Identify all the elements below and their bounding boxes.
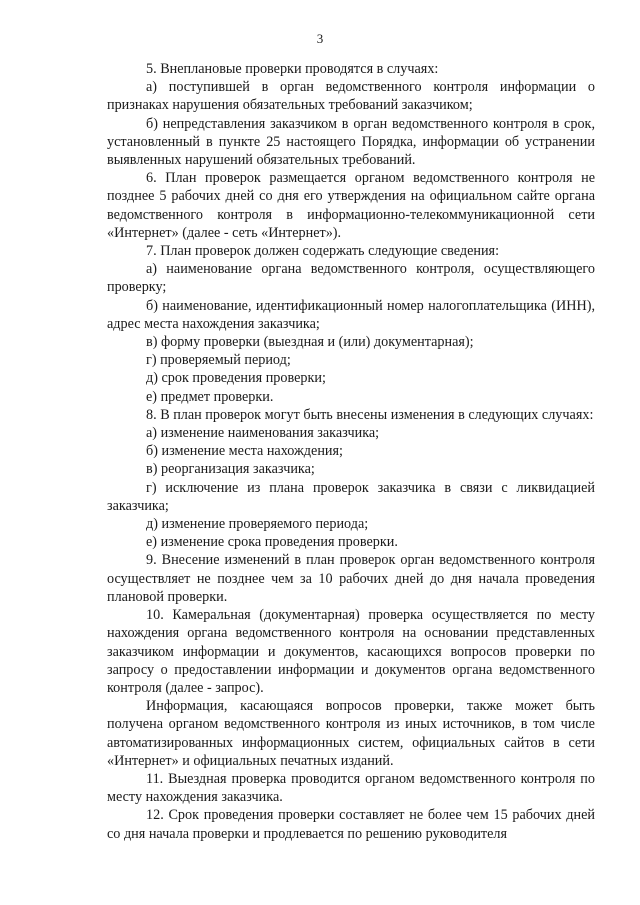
paragraph: в) форму проверки (выездная и (или) документарная); xyxy=(146,334,474,351)
page-number: 3 xyxy=(316,31,324,46)
paragraph: 12. Срок проведения проверки составляет не более чем 15 рабочих дней со дня начала проверки и продлевается по решению руководителя xyxy=(107,807,595,842)
paragraph: 7. План проверок должен содержать следующие сведения: xyxy=(146,243,500,260)
paragraph: а) изменение наименования заказчика; xyxy=(146,425,380,442)
paragraph: г) исключение из плана проверок заказчика в связи с ликвидацией заказчика; xyxy=(107,479,595,514)
paragraph: 9. Внесение изменений в план проверок орган ведомственного контроля осуществляет не позднее чем за 10 рабочих дней до дня начала проведения плановой проверки. xyxy=(107,552,595,605)
paragraph: д) изменение проверяемого периода; xyxy=(146,516,369,533)
paragraph: Информация, касающаяся вопросов проверки, также может быть получена органом ведомственного контроля из иных источников, в том числе автоматизированных информационных систем, официальных сайтов в сети «Интернет» и официальных печатных изданий. xyxy=(107,698,595,769)
paragraph: 6. План проверок размещается органом ведомственного контроля не позднее 5 рабочих дней со дня его утверждения на официальном сайте органа ведомственного контроля в информационно-телекоммуникационной сети «Интернет» (далее - сеть «Интернет»). xyxy=(107,170,595,241)
paragraph: а) поступившей в орган ведомственного контроля информации о признаках нарушения обязательных требований заказчиком; xyxy=(107,79,595,114)
paragraph: 8. В план проверок могут быть внесены изменения в следующих случаях: xyxy=(146,406,594,423)
paragraph: 5. Внеплановые проверки проводятся в случаях: xyxy=(146,61,439,77)
paragraph: е) изменение срока проведения проверки. xyxy=(146,534,398,551)
paragraph: б) наименование, идентификационный номер налогоплательщика (ИНН), адрес места нахождения заказчика; xyxy=(107,297,595,332)
document-body xyxy=(107,60,595,843)
paragraph: 11. Выездная проверка проводится органом ведомственного контроля по месту нахождения заказчика. xyxy=(107,770,595,806)
paragraph: б) непредставления заказчиком в орган ведомственного контроля в срок, установленный в пункте 25 настоящего Порядка, информации об устранении выявленных нарушений обязательных требований. xyxy=(107,115,595,169)
paragraph: б) изменение места нахождения; xyxy=(146,443,343,460)
paragraph: 10. Камеральная (документарная) проверка осуществляется по месту нахождения органа ведомственного контроля на основании представленных заказчиком информации и документов, касающихся вопросов проверки по запросу о предоставлении информации и документов органа ведомственного контроля (далее - запрос). xyxy=(107,607,595,696)
paragraph: г) проверяемый период; xyxy=(146,352,291,369)
paragraph: е) предмет проверки. xyxy=(146,388,274,405)
paragraph: а) наименование органа ведомственного контроля, осуществляющего проверку; xyxy=(107,261,595,296)
paragraph: в) реорганизация заказчика; xyxy=(146,461,315,478)
paragraph: д) срок проведения проверки; xyxy=(146,370,326,387)
